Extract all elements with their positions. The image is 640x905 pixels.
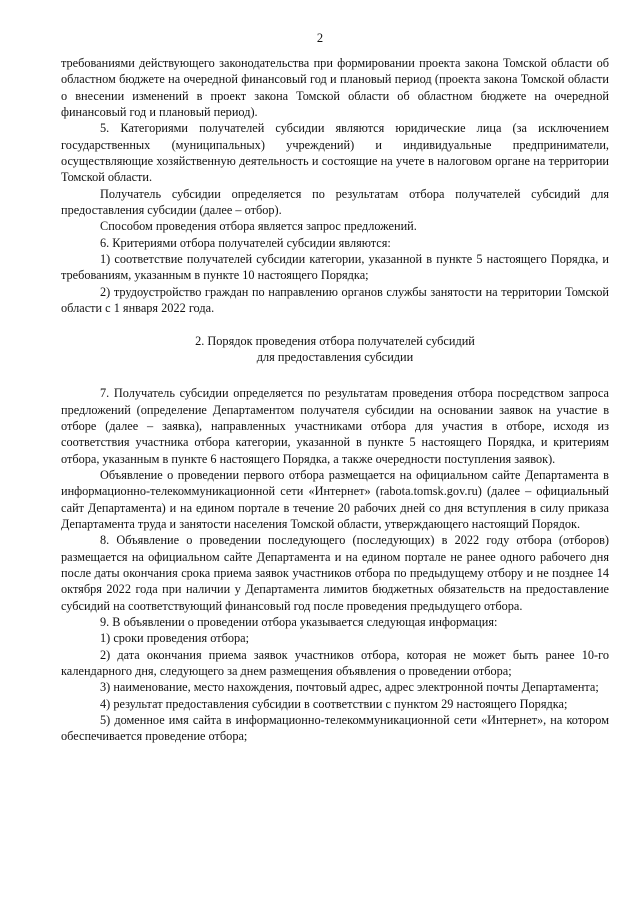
paragraph: 7. Получатель субсидии определяется по результатам проведения отбора посредством запроса предложений (определение Департаментом получателя субсидии на основании заявок на участие в отборе (далее – заявка), направленных участниками отбора для участия в отборе, исходя из соответствия участника отбора категории, указанной в пункте 5 настоящего Порядка, и критериям отбора, указанным в пункте 6 настоящего Порядка, а также очередности поступления заявок). bbox=[61, 386, 609, 466]
section-heading-line-1: 2. Порядок проведения отбора получателей субсидий bbox=[195, 333, 475, 348]
section-heading bbox=[61, 333, 609, 366]
paragraph: 9. В объявлении о проведении отбора указывается следующая информация: bbox=[100, 615, 498, 629]
paragraph: 8. Объявление о проведении последующего (последующих) в 2022 году отбора (отборов) размещается на официальном сайте Департамента и на едином портале не ранее одного рабочего дня после даты окончания срока приема заявок участников отбора по предыдущему отбору и не позднее 14 октября 2022 года при наличии у Департамента лимитов бюджетных обязательств на предоставление субсидий на соответствующий финансовый год после проведения предыдущего отбора. bbox=[61, 533, 609, 613]
paragraph: 5. Категориями получателей субсидии являются юридические лица (за исключением государственных (муниципальных) учреждений) и индивидуальные предприниматели, осуществляющие хозяйственную деятельность и состоящие на учете в налоговом органе на территории Томской области. bbox=[61, 121, 609, 185]
paragraph: 3) наименование, место нахождения, почтовый адрес, адрес электронной почты Департамента; bbox=[100, 680, 599, 695]
paragraph: 5) доменное имя сайта в информационно-телекоммуникационной сети «Интернет», на котором обеспечивается проведение отбора; bbox=[61, 713, 609, 744]
paragraph: Объявление о проведении первого отбора размещается на официальном сайте Департамента в информационно-телекоммуникационной сети «Интернет» (rabota.tomsk.gov.ru) (далее – официальный сайт Департамента) и на едином портале в течение 20 рабочих дней со дня вступления в силу приказа Департамента труда и занятости населения Томской области, утверждающего настоящий Порядок. bbox=[61, 467, 609, 531]
paragraph: 6. Критериями отбора получателей субсидии являются: bbox=[100, 235, 391, 250]
section-heading-line-2: для предоставления субсидии bbox=[256, 349, 414, 364]
paragraph: Способом проведения отбора является запрос предложений. bbox=[100, 219, 417, 234]
paragraphs-after-section bbox=[61, 385, 609, 745]
paragraph: 2) дата окончания приема заявок участников отбора, которая не может быть ранее 10-го календарного дня, следующего за днем размещения объявления о проведении отбора; bbox=[61, 647, 609, 679]
paragraphs-before-section bbox=[61, 55, 609, 317]
paragraph: 1) сроки проведения отбора; bbox=[100, 631, 250, 646]
paragraph: требованиями действующего законодательства при формировании проекта закона Томской области об областном бюджете на очередной финансовый год и плановый период (проекта закона Томской области о внесении изменений в проект закона Томской области об областном бюджете на очередной финансовый год и плановый период). bbox=[61, 56, 609, 120]
paragraph: 4) результат предоставления субсидии в соответствии с пунктом 29 настоящего Порядка; bbox=[100, 696, 568, 711]
paragraph: Получатель субсидии определяется по результатам отбора получателей субсидий для предоставления субсидии (далее – отбор). bbox=[61, 186, 609, 218]
paragraph: 1) соответствие получателей субсидии категории, указанной в пункте 5 настоящего Порядка, и требованиям, указанным в пункте 10 настоящего Порядка; bbox=[61, 252, 609, 283]
paragraph: 2) трудоустройство граждан по направлению органов службы занятости на территории Томской области с 1 января 2022 года. bbox=[61, 284, 609, 316]
document-body bbox=[61, 55, 609, 745]
page-number: 2 bbox=[316, 31, 324, 45]
